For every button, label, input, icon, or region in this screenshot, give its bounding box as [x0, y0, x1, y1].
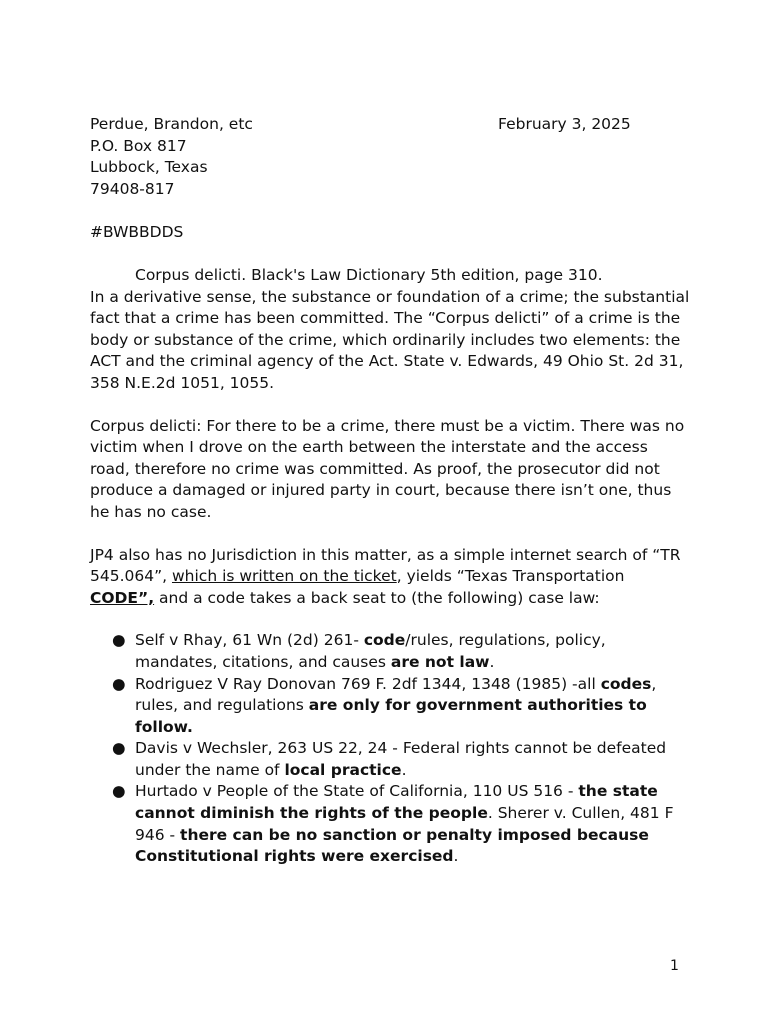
list-item [90, 738, 690, 781]
bullet-icon: ● [112, 782, 126, 801]
address-line: P.O. Box 817 [90, 136, 187, 155]
case-emphasis: are only for government authorities to follow. [135, 696, 647, 736]
case-text: /rules, regulations, policy, mandates, citations, and causes [135, 631, 606, 671]
letter-header [90, 114, 690, 200]
page-number: 1 [670, 958, 679, 974]
address-line: Lubbock, Texas [90, 158, 208, 177]
jurisdiction-text: and a code takes a back seat to (the following) case law: [154, 588, 600, 607]
list-item [90, 674, 690, 739]
case-text: . [401, 760, 407, 779]
address-line: 79408-817 [90, 179, 175, 198]
case-emphasis: there can be no sanction or penalty imposed because Constitutional rights were exercised [135, 825, 649, 866]
jurisdiction-paragraph [90, 545, 690, 610]
case-text: , rules, and regulations [135, 674, 657, 715]
case-emphasis: code [363, 631, 406, 650]
case-text: . [489, 652, 495, 671]
case-text: Self v Rhay, 61 Wn (2d) 261- [135, 631, 364, 650]
definition-body: In a derivative sense, the substance or foundation of a crime; the substantial fact that a crime has been committed. The “Corpus delicti” of a crime is the body or substance of the crime, which ordinarily includes two elements: the ACT and the criminal agency of the Act. State v. Edwards, 49 Ohio St. 2d 31, 358 N.E.2d 1051, 1055. [90, 287, 690, 392]
bullet-icon: ● [112, 674, 126, 693]
case-emphasis: the state cannot diminish the rights of the people [135, 782, 658, 823]
code-emphasis: CODE”, [90, 588, 155, 607]
case-law-list [90, 630, 690, 868]
victim-paragraph: Corpus delicti: For there to be a crime, there must be a victim. There was no victim when I drove on the earth between the interstate and the access road, therefore no crime was committed. As proof, the prosecutor did not produce a damaged or injured party in court, because there isn’t one, thus he has no case. [90, 416, 685, 521]
jurisdiction-text: JP4 also has no Jurisdiction in this matter, as a simple internet search of “TR 545.064”, [90, 545, 681, 586]
bullet-icon: ● [112, 631, 126, 650]
letter-date: February 3, 2025 [498, 115, 631, 133]
case-emphasis: local practice [284, 760, 402, 779]
corpus-definition-section [90, 265, 690, 395]
case-text: Hurtado v People of the State of California, 110 US 516 - [135, 782, 579, 801]
jurisdiction-text: , yields “Texas Transportation [396, 567, 625, 586]
case-text: Davis v Wechsler, 263 US 22, 24 - Federal rights cannot be defeated under the name of [135, 739, 667, 779]
case-emphasis: codes [600, 674, 652, 693]
definition-citation: Corpus delicti. Black's Law Dictionary 5th edition, page 310. [135, 266, 603, 284]
case-text: Rodriguez V Ray Donovan 769 F. 2df 1344, 1348 (1985) -all [135, 674, 601, 693]
bullet-icon: ● [112, 739, 126, 758]
hashtag: #BWBBDDS [90, 223, 184, 241]
case-emphasis: are not law [390, 652, 490, 671]
case-text: . Sherer v. Cullen, 481 F 946 - [135, 804, 674, 844]
case-text: . [453, 847, 459, 866]
address-line: Perdue, Brandon, etc [90, 115, 253, 133]
list-item [90, 781, 690, 867]
letter-page [90, 114, 690, 868]
list-item [90, 630, 690, 673]
ticket-reference-underlined: which is written on the ticket [171, 567, 397, 586]
